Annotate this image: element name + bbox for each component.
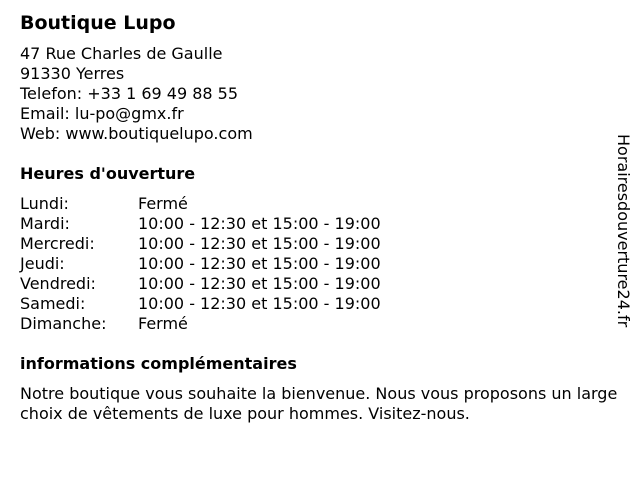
day-hours: Fermé	[138, 314, 188, 333]
opening-hours-table	[20, 194, 381, 334]
contact-block	[20, 44, 253, 144]
day-label: Lundi:	[20, 194, 69, 213]
watermark-text: Horairesdouverture24.fr	[614, 134, 633, 328]
info-description: Notre boutique vous souhaite la bienvenue. Nous vous proposons un large choix de vêtements de luxe pour hommes. Visitez-nous.	[20, 384, 618, 423]
business-name: Boutique Lupo	[20, 12, 176, 34]
hours-row-dimanche	[20, 314, 381, 334]
hours-row-jeudi	[20, 254, 381, 274]
day-hours: 10:00 - 12:30 et 15:00 - 19:00	[138, 274, 381, 293]
website-address: Web: www.boutiquelupo.com	[20, 124, 253, 143]
address-street: 47 Rue Charles de Gaulle	[20, 44, 223, 63]
day-label: Mardi:	[20, 214, 70, 233]
hours-row-lundi	[20, 194, 381, 214]
day-label: Jeudi:	[20, 254, 65, 273]
day-hours: 10:00 - 12:30 et 15:00 - 19:00	[138, 294, 381, 313]
day-label: Mercredi:	[20, 234, 95, 253]
address-city: 91330 Yerres	[20, 64, 125, 83]
phone-number: Telefon: +33 1 69 49 88 55	[20, 84, 239, 103]
info-heading: informations complémentaires	[20, 354, 297, 373]
day-hours: Fermé	[138, 194, 188, 213]
watermark-vertical	[611, 134, 635, 369]
day-label: Vendredi:	[20, 274, 96, 293]
hours-row-mardi	[20, 214, 381, 234]
day-label: Samedi:	[20, 294, 86, 313]
day-label: Dimanche:	[20, 314, 107, 333]
hours-row-samedi	[20, 294, 381, 314]
hours-heading: Heures d'ouverture	[20, 164, 196, 183]
email-address: Email: lu-po@gmx.fr	[20, 104, 184, 123]
day-hours: 10:00 - 12:30 et 15:00 - 19:00	[138, 254, 381, 273]
day-hours: 10:00 - 12:30 et 15:00 - 19:00	[138, 214, 381, 233]
hours-row-vendredi	[20, 274, 381, 294]
day-hours: 10:00 - 12:30 et 15:00 - 19:00	[138, 234, 381, 253]
hours-row-mercredi	[20, 234, 381, 254]
